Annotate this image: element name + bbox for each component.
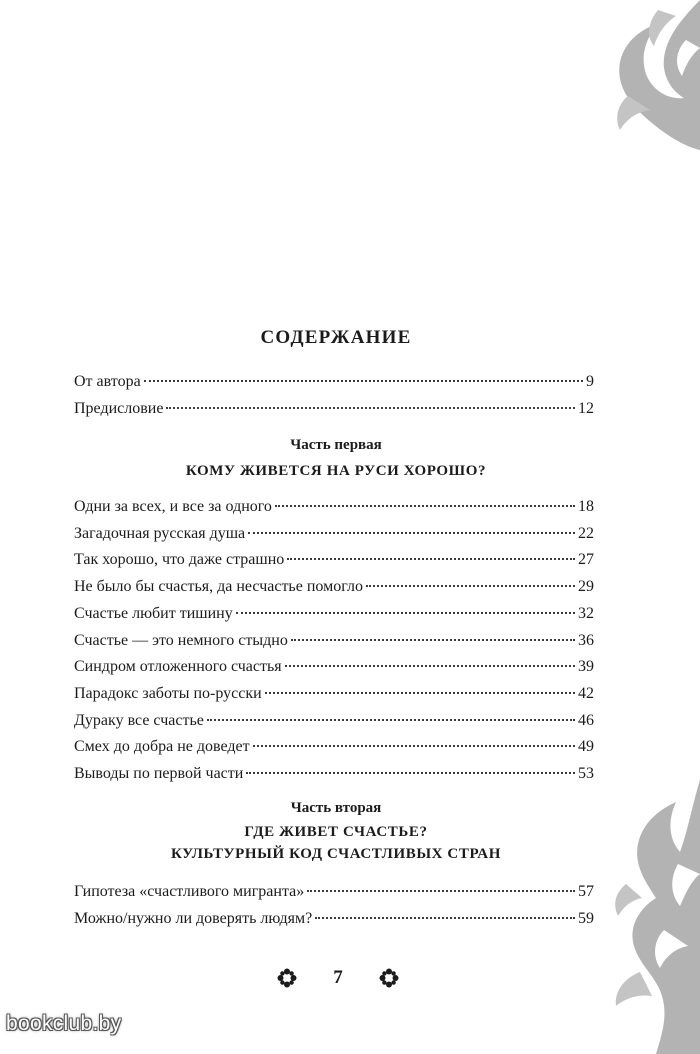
flower-icon <box>378 967 400 989</box>
toc-entry[interactable] <box>74 680 594 704</box>
dot-leader <box>246 756 575 774</box>
toc-entry-title: Счастье любит тишину <box>74 605 233 622</box>
dot-leader <box>291 623 575 641</box>
toc-entry-title: От автора <box>74 373 141 390</box>
toc-entry-page: 9 <box>586 373 594 390</box>
toc-entry[interactable] <box>74 520 594 544</box>
toc-entry[interactable] <box>74 905 594 929</box>
toc-entry[interactable] <box>74 573 594 597</box>
toc-entry-page: 29 <box>578 578 594 595</box>
dot-leader <box>287 542 575 560</box>
toc-title: СОДЕРЖАНИЕ <box>260 327 412 348</box>
toc-entry-page: 57 <box>578 883 594 900</box>
dot-leader <box>315 901 575 919</box>
dot-leader <box>265 676 575 694</box>
dot-leader <box>253 729 575 747</box>
dot-leader <box>144 364 583 382</box>
toc-entry-page: 53 <box>578 765 594 782</box>
toc-entry-title: Можно/нужно ли доверять людям? <box>74 910 313 927</box>
toc-entry-page: 22 <box>578 525 594 542</box>
toc-entry-title: Не было бы счастья, да несчастье помогло <box>74 578 363 595</box>
toc-entry[interactable] <box>74 707 594 731</box>
dot-leader <box>275 489 575 507</box>
dot-leader <box>366 569 575 587</box>
page-number: 7 <box>333 967 343 988</box>
toc-entry[interactable] <box>74 368 594 392</box>
dot-leader <box>207 703 575 721</box>
floral-ornament-bottom-right <box>604 780 700 1054</box>
toc-entry-title: Загадочная русская душа <box>74 525 246 542</box>
toc-entry-title: Так хорошо, что даже страшно <box>74 551 285 568</box>
toc-entry-page: 12 <box>578 400 594 417</box>
toc-entry[interactable] <box>74 760 594 784</box>
toc-entry[interactable] <box>74 878 594 902</box>
page-number-folio <box>276 965 400 991</box>
toc-entry-page: 59 <box>578 910 594 927</box>
toc-entry[interactable] <box>74 546 594 570</box>
floral-ornament-top-right <box>598 0 700 150</box>
toc-entry[interactable] <box>74 627 594 651</box>
toc-entry-title: Гипотеза «счастливого мигранта» <box>74 883 305 900</box>
dot-leader <box>166 391 575 409</box>
flower-icon <box>276 967 298 989</box>
toc-entry[interactable] <box>74 493 594 517</box>
toc-entry-page: 49 <box>578 738 594 755</box>
part-two-title-line1: ГДЕ ЖИВЕТ СЧАСТЬЕ? <box>244 824 428 840</box>
toc-entry-title: Дураку все счастье <box>74 712 204 729</box>
toc-entry-page: 36 <box>578 632 594 649</box>
toc-entry[interactable] <box>74 600 594 624</box>
toc-entry-page: 39 <box>578 658 594 675</box>
toc-entry-page: 18 <box>578 498 594 515</box>
toc-entry-page: 27 <box>578 551 594 568</box>
toc-entry-page: 32 <box>578 605 594 622</box>
dot-leader <box>248 516 575 534</box>
toc-entry-title: Смех до добра не доведет <box>74 738 250 755</box>
toc-entry-title: Синдром отложенного счастья <box>74 658 282 675</box>
toc-entry-title: Предисловие <box>74 400 164 417</box>
toc-entry-title: Выводы по первой части <box>74 765 244 782</box>
toc-entry-title: Одни за всех, и все за одного <box>74 498 272 515</box>
part-one-label: Часть первая <box>290 437 382 453</box>
toc-entry[interactable] <box>74 733 594 757</box>
toc-entry-title: Счастье — это немного стыдно <box>74 632 288 649</box>
part-two-label: Часть вторая <box>290 800 382 816</box>
dot-leader <box>307 874 575 892</box>
dot-leader <box>285 649 575 667</box>
part-one-title: КОМУ ЖИВЕТСЯ НА РУСИ ХОРОШО? <box>185 463 487 479</box>
toc-entry[interactable] <box>74 653 594 677</box>
site-watermark: bookclub.by <box>6 1012 122 1035</box>
dot-leader <box>236 596 575 614</box>
toc-entry-page: 46 <box>578 712 594 729</box>
toc-entry-page: 42 <box>578 685 594 702</box>
part-two-title-line2: КУЛЬТУРНЫЙ КОД СЧАСТЛИВЫХ СТРАН <box>170 846 502 862</box>
toc-entry-title: Парадокс заботы по-русски <box>74 685 262 702</box>
toc-entry[interactable] <box>74 395 594 419</box>
